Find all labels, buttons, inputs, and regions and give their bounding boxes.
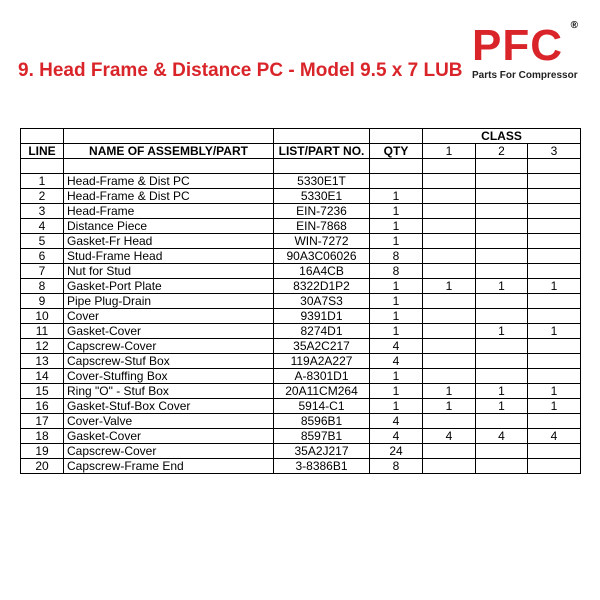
row-line: 3	[21, 204, 64, 219]
row-part-number: 5330E1T	[274, 174, 370, 189]
row-class-2	[476, 339, 528, 354]
row-class-2: 1	[476, 279, 528, 294]
row-class-2	[476, 414, 528, 429]
row-part-number: 119A2A227	[274, 354, 370, 369]
row-class-3	[528, 189, 581, 204]
row-part-number: 8596B1	[274, 414, 370, 429]
row-class-1	[423, 444, 476, 459]
row-class-2: 1	[476, 324, 528, 339]
row-class-2: 4	[476, 429, 528, 444]
row-part-name: Gasket-Cover	[64, 429, 274, 444]
row-class-1: 1	[423, 399, 476, 414]
row-class-1: 4	[423, 429, 476, 444]
table-row	[21, 309, 581, 324]
row-line: 18	[21, 429, 64, 444]
class-header: CLASS	[423, 129, 581, 144]
row-part-number: 3-8386B1	[274, 459, 370, 474]
class-header-row	[21, 129, 581, 144]
table-row	[21, 279, 581, 294]
row-qty: 1	[370, 204, 423, 219]
header-class-2: 2	[476, 144, 528, 159]
row-class-2	[476, 204, 528, 219]
row-part-number: 35A2C217	[274, 339, 370, 354]
table-row	[21, 249, 581, 264]
row-part-number: A-8301D1	[274, 369, 370, 384]
row-class-3	[528, 369, 581, 384]
table-row	[21, 174, 581, 189]
row-line: 14	[21, 369, 64, 384]
row-part-number: 30A7S3	[274, 294, 370, 309]
row-line: 10	[21, 309, 64, 324]
row-line: 20	[21, 459, 64, 474]
row-class-2	[476, 234, 528, 249]
row-qty: 1	[370, 189, 423, 204]
row-class-3	[528, 339, 581, 354]
row-class-1	[423, 219, 476, 234]
row-part-name: Cover-Stuffing Box	[64, 369, 274, 384]
row-line: 13	[21, 354, 64, 369]
row-qty	[370, 174, 423, 189]
row-class-2: 1	[476, 384, 528, 399]
row-line: 7	[21, 264, 64, 279]
header-class-1: 1	[423, 144, 476, 159]
row-qty: 4	[370, 414, 423, 429]
row-line: 11	[21, 324, 64, 339]
row-class-2: 1	[476, 399, 528, 414]
row-class-1	[423, 204, 476, 219]
row-qty: 8	[370, 249, 423, 264]
row-class-3: 1	[528, 384, 581, 399]
table-row	[21, 414, 581, 429]
row-line: 6	[21, 249, 64, 264]
row-part-number: EIN-7868	[274, 219, 370, 234]
row-qty: 1	[370, 234, 423, 249]
table-row	[21, 354, 581, 369]
row-class-3	[528, 294, 581, 309]
row-part-number: 20A11CM264	[274, 384, 370, 399]
row-part-name: Capscrew-Stuf Box	[64, 354, 274, 369]
row-part-number: 8274D1	[274, 324, 370, 339]
row-qty: 1	[370, 324, 423, 339]
table-row	[21, 429, 581, 444]
row-class-3	[528, 219, 581, 234]
row-class-3	[528, 264, 581, 279]
row-part-name: Cover-Valve	[64, 414, 274, 429]
row-qty: 1	[370, 384, 423, 399]
row-qty: 8	[370, 459, 423, 474]
row-part-name: Capscrew-Cover	[64, 339, 274, 354]
row-part-number: 9391D1	[274, 309, 370, 324]
row-part-name: Cover	[64, 309, 274, 324]
row-qty: 1	[370, 369, 423, 384]
row-class-1	[423, 189, 476, 204]
row-class-3	[528, 309, 581, 324]
row-part-number: 8597B1	[274, 429, 370, 444]
table-row	[21, 399, 581, 414]
row-part-number: WIN-7272	[274, 234, 370, 249]
header-part-no: LIST/PART NO.	[274, 144, 370, 159]
row-class-3: 4	[528, 429, 581, 444]
row-qty: 1	[370, 279, 423, 294]
row-part-name: Head-Frame & Dist PC	[64, 174, 274, 189]
row-part-number: 5330E1	[274, 189, 370, 204]
row-class-3	[528, 204, 581, 219]
spacer-row	[21, 159, 581, 174]
row-part-name: Gasket-Cover	[64, 324, 274, 339]
table-row	[21, 204, 581, 219]
table-row	[21, 189, 581, 204]
header-line: LINE	[21, 144, 64, 159]
row-part-name: Distance Piece	[64, 219, 274, 234]
row-line: 2	[21, 189, 64, 204]
row-part-name: Capscrew-Frame End	[64, 459, 274, 474]
row-line: 9	[21, 294, 64, 309]
header-class-3: 3	[528, 144, 581, 159]
row-qty: 1	[370, 399, 423, 414]
row-part-name: Nut for Stud	[64, 264, 274, 279]
row-qty: 24	[370, 444, 423, 459]
row-class-1	[423, 324, 476, 339]
row-line: 8	[21, 279, 64, 294]
row-part-name: Head-Frame & Dist PC	[64, 189, 274, 204]
row-class-3	[528, 354, 581, 369]
table-row	[21, 369, 581, 384]
row-class-3: 1	[528, 324, 581, 339]
row-class-2	[476, 444, 528, 459]
row-class-3: 1	[528, 279, 581, 294]
row-part-name: Gasket-Stuf-Box Cover	[64, 399, 274, 414]
row-part-number: 16A4CB	[274, 264, 370, 279]
row-class-1: 1	[423, 384, 476, 399]
table-row	[21, 324, 581, 339]
row-class-2	[476, 459, 528, 474]
page-title: 9. Head Frame & Distance PC - Model 9.5 x 7 LUB	[18, 60, 463, 81]
table-row	[21, 294, 581, 309]
table-row	[21, 459, 581, 474]
row-qty: 8	[370, 264, 423, 279]
row-class-1	[423, 174, 476, 189]
row-qty: 1	[370, 294, 423, 309]
row-class-3	[528, 249, 581, 264]
row-class-1	[423, 459, 476, 474]
row-line: 17	[21, 414, 64, 429]
row-class-2	[476, 369, 528, 384]
row-class-2	[476, 309, 528, 324]
row-class-1	[423, 354, 476, 369]
pfc-logo	[470, 20, 582, 82]
row-class-1	[423, 294, 476, 309]
table-row	[21, 339, 581, 354]
row-class-1	[423, 309, 476, 324]
row-part-number: 90A3C06026	[274, 249, 370, 264]
row-part-name: Pipe Plug-Drain	[64, 294, 274, 309]
row-class-2	[476, 189, 528, 204]
column-header-row	[21, 144, 581, 159]
row-class-3	[528, 444, 581, 459]
row-qty: 4	[370, 339, 423, 354]
row-line: 1	[21, 174, 64, 189]
row-part-number: 35A2J217	[274, 444, 370, 459]
row-class-1: 1	[423, 279, 476, 294]
row-part-name: Capscrew-Cover	[64, 444, 274, 459]
table-row	[21, 264, 581, 279]
row-class-3: 1	[528, 399, 581, 414]
row-part-name: Ring "O" - Stuf Box	[64, 384, 274, 399]
parts-table	[20, 128, 581, 474]
row-class-1	[423, 414, 476, 429]
row-line: 16	[21, 399, 64, 414]
row-part-name: Head-Frame	[64, 204, 274, 219]
row-class-3	[528, 234, 581, 249]
row-part-number: 5914-C1	[274, 399, 370, 414]
row-class-2	[476, 249, 528, 264]
row-line: 5	[21, 234, 64, 249]
row-class-3	[528, 414, 581, 429]
table-row	[21, 219, 581, 234]
row-class-1	[423, 339, 476, 354]
row-line: 12	[21, 339, 64, 354]
table-row	[21, 234, 581, 249]
registered-mark: ®	[570, 20, 578, 31]
row-qty: 1	[370, 309, 423, 324]
row-qty: 4	[370, 429, 423, 444]
row-class-1	[423, 249, 476, 264]
row-class-3	[528, 459, 581, 474]
row-line: 15	[21, 384, 64, 399]
row-part-number: 8322D1P2	[274, 279, 370, 294]
row-part-name: Stud-Frame Head	[64, 249, 274, 264]
row-class-1	[423, 234, 476, 249]
row-class-1	[423, 369, 476, 384]
table-row	[21, 384, 581, 399]
header-qty: QTY	[370, 144, 423, 159]
row-part-number: EIN-7236	[274, 204, 370, 219]
header-name: NAME OF ASSEMBLY/PART	[64, 144, 274, 159]
row-class-3	[528, 174, 581, 189]
row-class-1	[423, 264, 476, 279]
row-class-2	[476, 219, 528, 234]
row-part-name: Gasket-Fr Head	[64, 234, 274, 249]
row-part-name: Gasket-Port Plate	[64, 279, 274, 294]
row-class-2	[476, 264, 528, 279]
row-line: 19	[21, 444, 64, 459]
row-qty: 4	[370, 354, 423, 369]
logo-tagline: Parts For Compressor	[472, 70, 578, 81]
row-class-2	[476, 174, 528, 189]
row-qty: 1	[370, 219, 423, 234]
table-row	[21, 444, 581, 459]
row-class-2	[476, 294, 528, 309]
row-class-2	[476, 354, 528, 369]
logo-letters: PFC	[472, 21, 563, 70]
row-line: 4	[21, 219, 64, 234]
